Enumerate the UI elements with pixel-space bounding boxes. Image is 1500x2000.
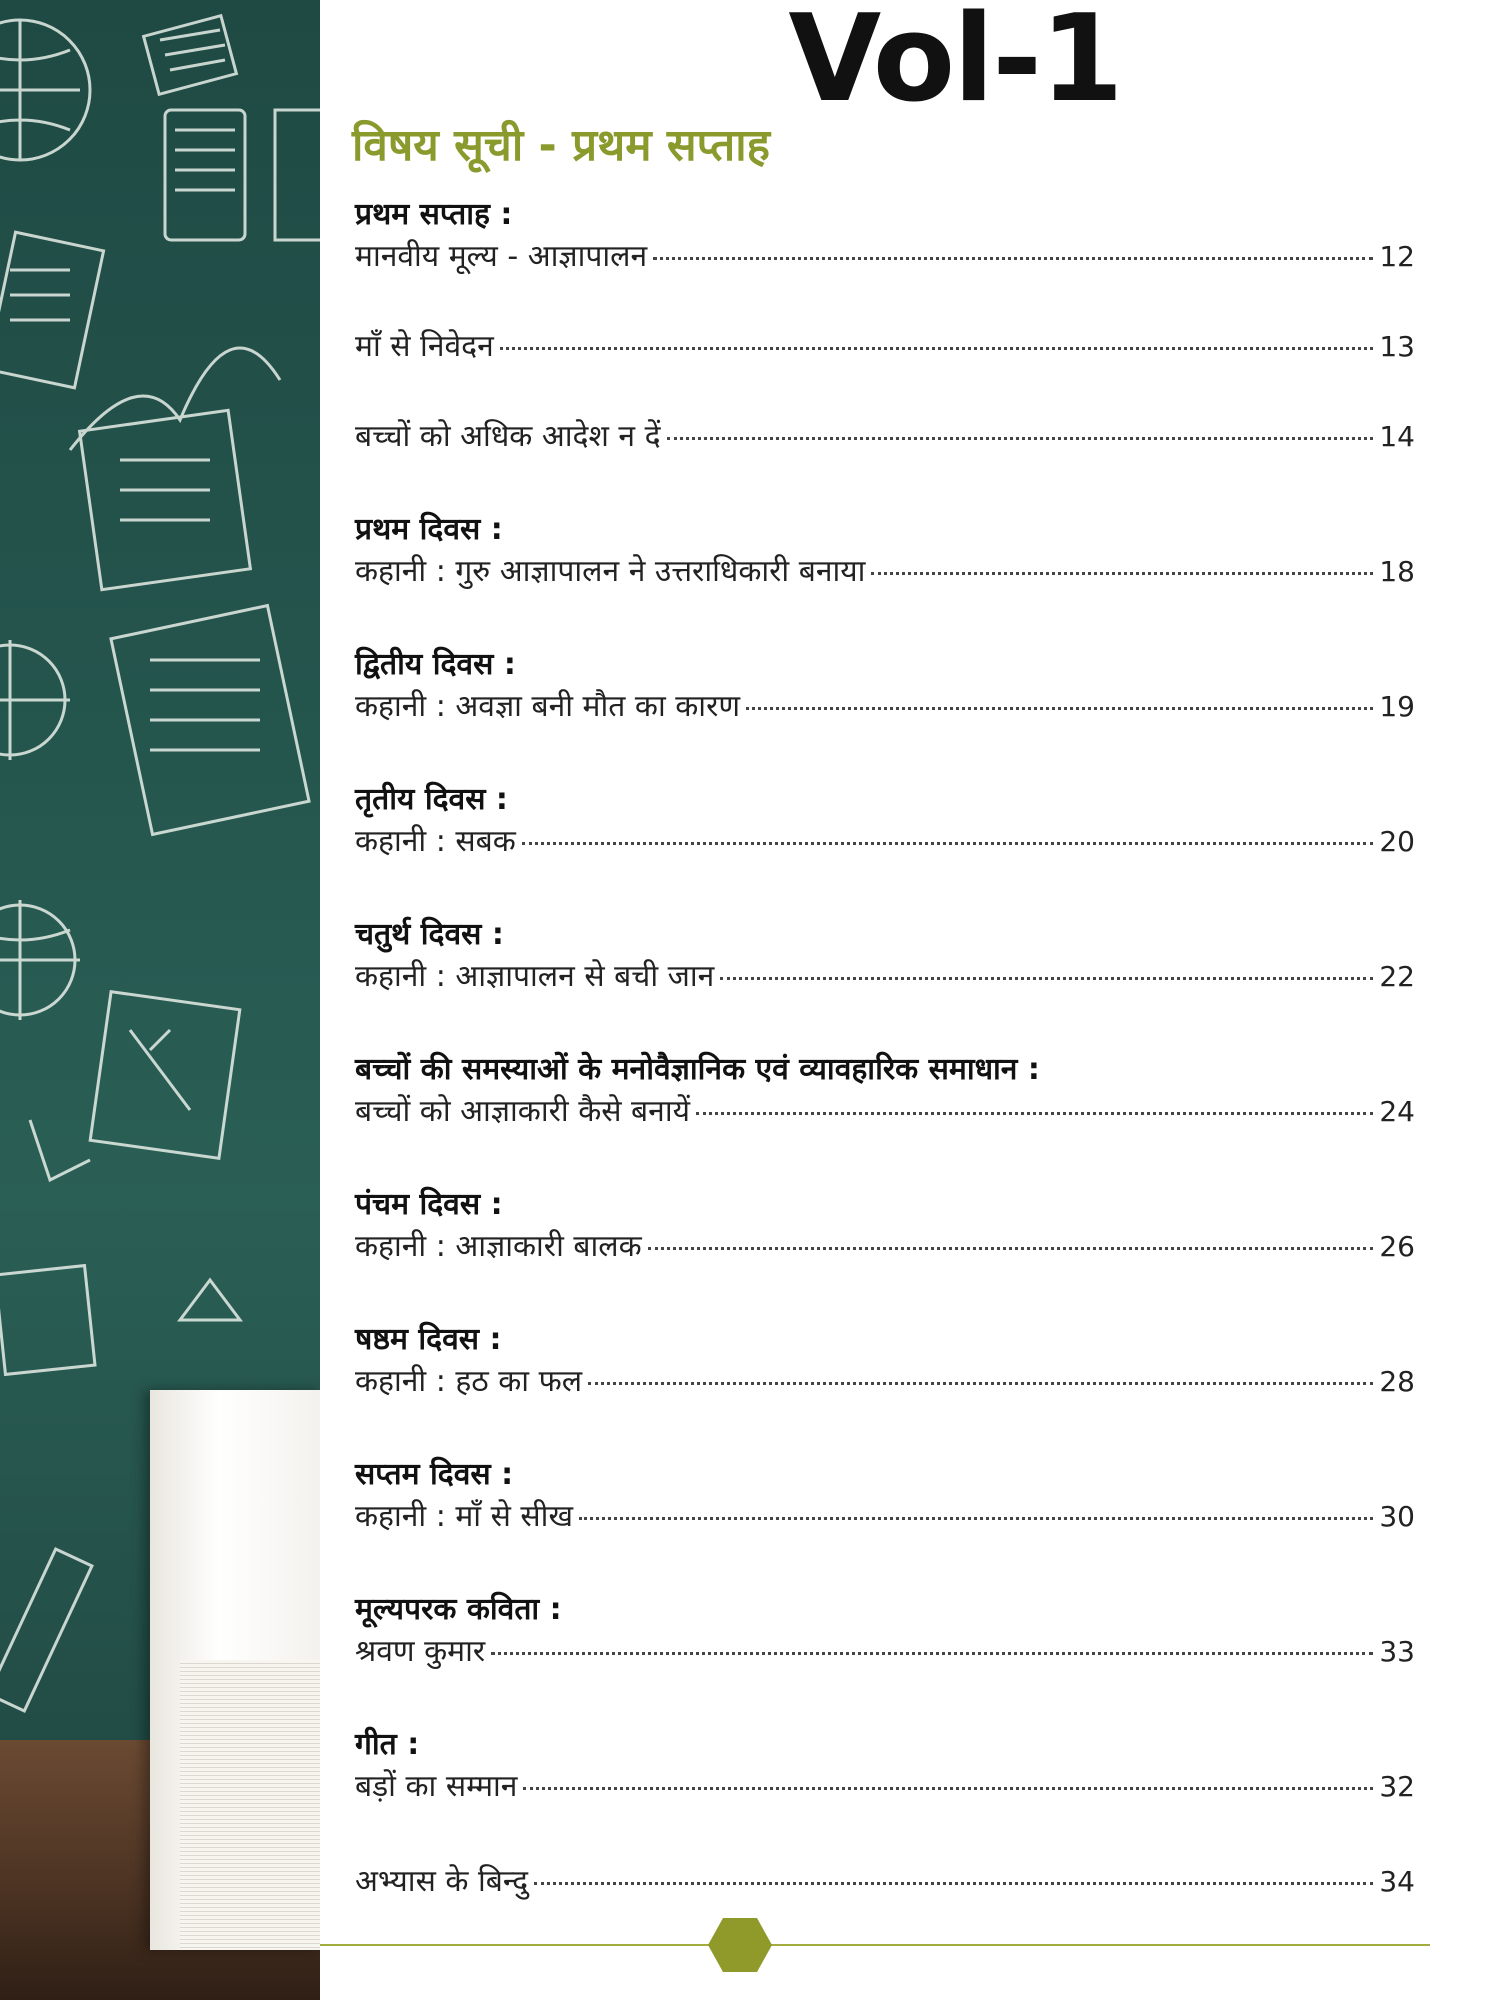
toc-section: [355, 915, 1415, 999]
entry-page-number: 32: [1379, 1770, 1415, 1803]
toc-section: [355, 1050, 1415, 1134]
dot-leader: [491, 1652, 1373, 1655]
entry-label: कहानी : गुरु आज्ञापालन ने उत्तराधिकारी बनाया: [355, 554, 866, 589]
entry-label: बच्चों को आज्ञाकारी कैसे बनायें: [355, 1094, 690, 1129]
entry-label: अभ्यास के बिन्दु: [355, 1864, 529, 1899]
section-title: पंचम दिवस :: [355, 1187, 503, 1222]
entry-label: कहानी : आज्ञाकारी बालक: [355, 1229, 642, 1264]
entry-label: कहानी : अवज्ञा बनी मौत का कारण: [355, 689, 741, 724]
entry-page-number: 26: [1379, 1230, 1415, 1263]
section-title: मूल्यपरक कविता :: [355, 1592, 562, 1627]
toc-section: [355, 780, 1415, 864]
toc-section: [355, 1320, 1415, 1404]
entry-label: माँ से निवेदन: [355, 329, 494, 364]
entry-page-number: 30: [1379, 1500, 1415, 1533]
chalkboard-illustration: [0, 0, 320, 2000]
entry-label: कहानी : हठ का फल: [355, 1364, 583, 1399]
dot-leader: [500, 347, 1374, 350]
entry-label: कहानी : माँ से सीख: [355, 1499, 573, 1534]
toc-section: [355, 1725, 1415, 1809]
toc-entry[interactable]: [355, 1090, 1415, 1134]
entry-page-number: 20: [1379, 825, 1415, 858]
entry-page-number: 14: [1379, 420, 1415, 453]
dot-leader: [653, 257, 1373, 260]
book-pages: [180, 1660, 320, 1950]
section-title: बच्चों की समस्याओं के मनोवैज्ञानिक एवं व्यावहारिक समाधान :: [355, 1052, 1040, 1087]
section-title: द्वितीय दिवस :: [355, 647, 516, 682]
section-title: प्रथम दिवस :: [355, 512, 503, 547]
toc-section: [355, 645, 1415, 729]
toc-section: [355, 1455, 1415, 1539]
section-title: सप्तम दिवस :: [355, 1457, 514, 1492]
toc-entry[interactable]: [355, 1360, 1415, 1404]
section-title: चतुर्थ दिवस :: [355, 917, 504, 952]
dot-leader: [588, 1382, 1373, 1385]
entry-page-number: 28: [1379, 1365, 1415, 1398]
entry-page-number: 22: [1379, 960, 1415, 993]
entry-label: बच्चों को अधिक आदेश न दें: [355, 419, 661, 454]
toc-entry[interactable]: [355, 685, 1415, 729]
section-title: षष्ठम दिवस :: [355, 1322, 502, 1357]
dot-leader: [746, 707, 1373, 710]
section-title: गीत :: [355, 1727, 420, 1762]
toc-entry[interactable]: [355, 1225, 1415, 1269]
toc-section: [355, 195, 1415, 459]
dot-leader: [534, 1882, 1373, 1885]
entry-label: कहानी : आज्ञापालन से बची जान: [355, 959, 715, 994]
dot-leader: [522, 842, 1374, 845]
entry-label: कहानी : सबक: [355, 824, 516, 859]
toc-entry[interactable]: [355, 1630, 1415, 1674]
section-title: तृतीय दिवस :: [355, 782, 508, 817]
toc-entry[interactable]: [355, 1495, 1415, 1539]
toc-entry[interactable]: [355, 955, 1415, 999]
toc-section: [355, 1860, 1415, 1904]
footer-rule: [320, 1944, 1430, 1946]
toc-heading: विषय सूची - प्रथम सप्ताह: [352, 120, 771, 171]
entry-page-number: 33: [1379, 1635, 1415, 1668]
hexagon-icon: [706, 1916, 774, 1974]
dot-leader: [579, 1517, 1373, 1520]
entry-page-number: 12: [1379, 240, 1415, 273]
entry-page-number: 24: [1379, 1095, 1415, 1128]
section-title: प्रथम सप्ताह :: [355, 197, 513, 232]
entry-page-number: 34: [1379, 1865, 1415, 1898]
entry-page-number: 18: [1379, 555, 1415, 588]
dot-leader: [648, 1247, 1374, 1250]
entry-label: बड़ों का सम्मान: [355, 1769, 518, 1804]
dot-leader: [720, 977, 1373, 980]
dot-leader: [871, 572, 1373, 575]
entry-page-number: 19: [1379, 690, 1415, 723]
toc-entry[interactable]: [355, 1765, 1415, 1809]
toc-section: [355, 1185, 1415, 1269]
dot-leader: [523, 1787, 1373, 1790]
dot-leader: [696, 1112, 1373, 1115]
toc-section: [355, 510, 1415, 594]
dot-leader: [667, 437, 1374, 440]
toc-entry[interactable]: [355, 415, 1415, 459]
toc-entry[interactable]: [355, 235, 1415, 279]
volume-title-text: Vol-1: [788, 0, 1122, 129]
entry-label: मानवीय मूल्य - आज्ञापालन: [355, 239, 648, 274]
toc-section: [355, 1590, 1415, 1674]
volume-title: [320, 0, 1500, 129]
toc-entry[interactable]: [355, 1860, 1415, 1904]
entry-page-number: 13: [1379, 330, 1415, 363]
toc-entry[interactable]: [355, 820, 1415, 864]
entry-label: श्रवण कुमार: [355, 1634, 486, 1669]
toc-entry[interactable]: [355, 325, 1415, 369]
toc-entry[interactable]: [355, 550, 1415, 594]
